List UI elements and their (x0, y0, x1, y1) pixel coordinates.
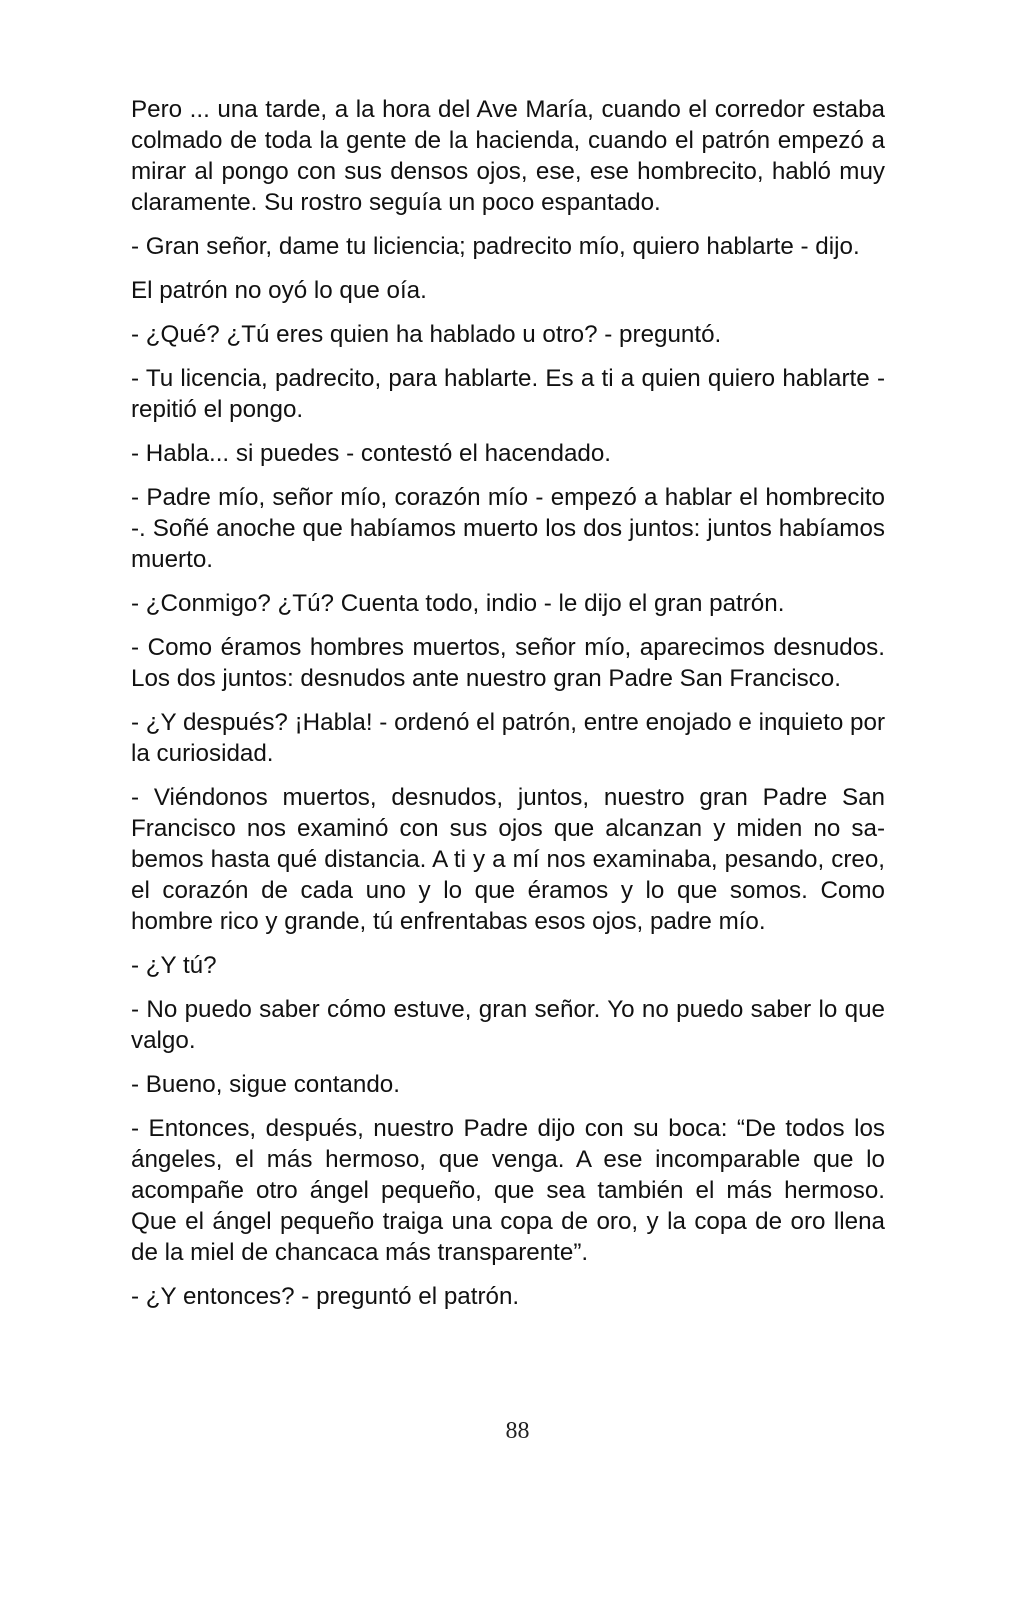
paragraph: - ¿Y después? ¡Habla! - ordenó el patrón, entre enojado e inquieto por la curiosidad. (131, 709, 885, 767)
paragraph: - Viéndonos muertos, desnudos, juntos, nuestro gran Padre San Francisco nos examinó con sus ojos que alcanzan y miden no sabemos hasta qué distancia. A ti y a mí nos examinaba, pesando, creo, el corazón de cada uno y lo que éramos y lo que somos. Como hombre rico y grande, tú enfrentabas esos ojos, padre mío. (131, 784, 885, 935)
paragraph: - Como éramos hombres muertos, señor mío, aparecimos desnudos. Los dos juntos: desnudos ante nuestro gran Padre San Francisco. (131, 634, 885, 692)
paragraph: - Padre mío, señor mío, corazón mío - empezó a hablar el hombrecito -. Soñé anoche que habíamos muerto los dos juntos: juntos habíamos muerto. (131, 484, 885, 573)
paragraph: - Entonces, después, nuestro Padre dijo con su boca: “De todos los ángeles, el más hermoso, que venga. A ese incomparable que lo acompañe otro ángel pequeño, que sea también el más hermoso. Que el ángel pequeño traiga una copa de oro, y la copa de oro llena de la miel de chancaca más transparente”. (131, 1115, 885, 1266)
paragraph: El patrón no oyó lo que oía. (131, 277, 427, 304)
paragraph: Pero ... una tarde, a la hora del Ave María, cuando el corredor estaba colmado de toda la gente de la hacienda, cuando el patrón empezó a mirar al pongo con sus densos ojos, ese, ese hombrecito, habló muy claramente. Su rostro seguía un poco espantado. (131, 96, 885, 216)
paragraph: - Gran señor, dame tu liciencia; padrecito mío, quiero hablarte - dijo. (131, 233, 860, 260)
paragraph: - ¿Qué? ¿Tú eres quien ha hablado u otro? - preguntó. (131, 321, 722, 348)
paragraph: - Habla... si puedes - contestó el hacendado. (131, 440, 612, 467)
page-number: 88 (505, 1418, 530, 1444)
paragraph: - Tu licencia, padrecito, para hablarte. Es a ti a quien quiero hablarte - repitió el pongo. (131, 365, 885, 423)
paragraph: - ¿Y tú? (131, 952, 217, 979)
paragraph: - No puedo saber cómo estuve, gran señor. Yo no puedo saber lo que valgo. (131, 996, 885, 1054)
page-body (131, 94, 885, 1325)
paragraph: - ¿Y entonces? - preguntó el patrón. (131, 1283, 520, 1310)
paragraph: - ¿Conmigo? ¿Tú? Cuenta todo, indio - le dijo el gran patrón. (131, 590, 785, 617)
paragraph: - Bueno, sigue contando. (131, 1071, 400, 1098)
